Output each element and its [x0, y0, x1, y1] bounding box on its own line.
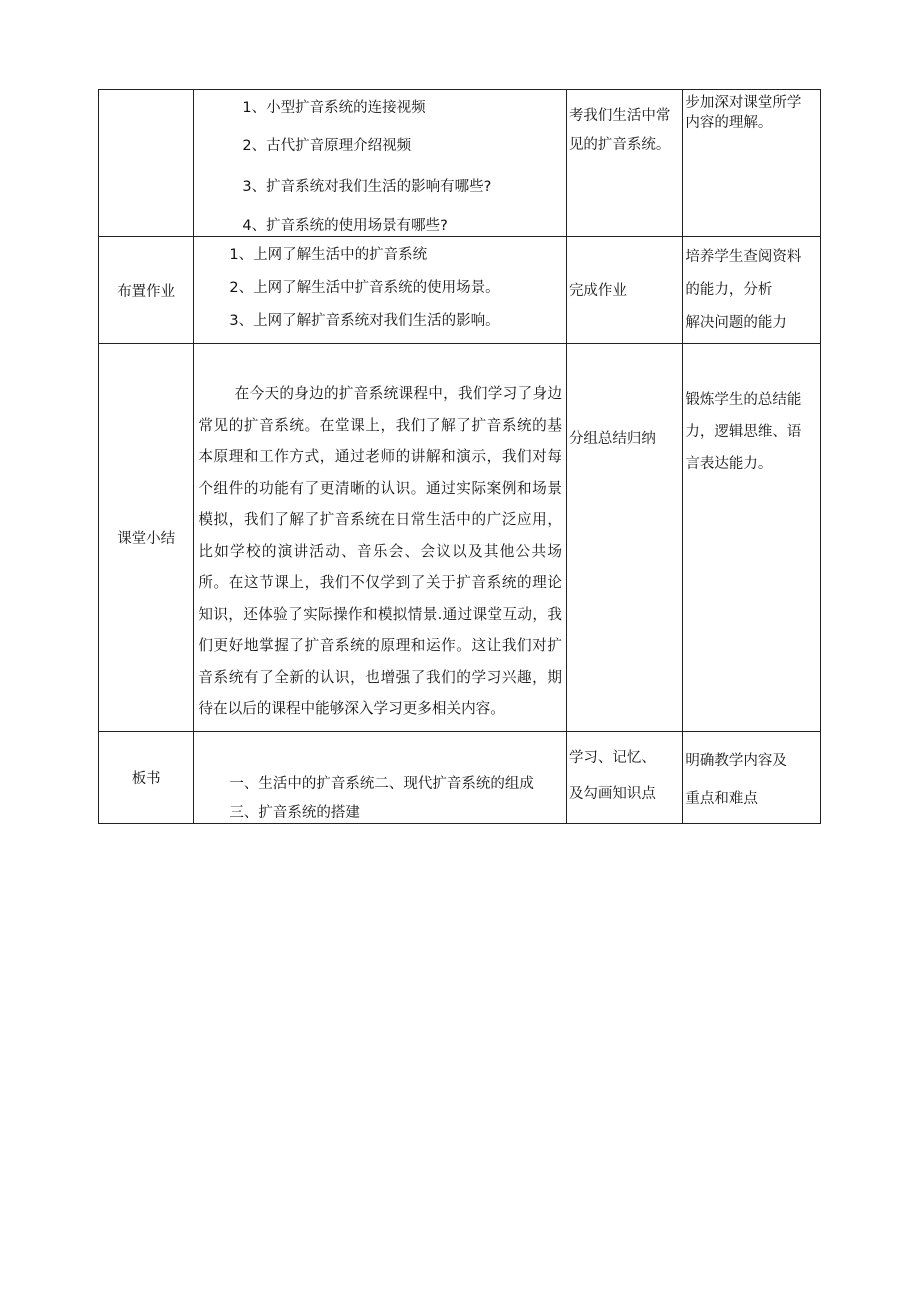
- design-purpose-line: 培养学生查阅资料: [685, 249, 802, 265]
- table-row-blackboard: [99, 731, 821, 823]
- design-purpose-cell: [683, 237, 821, 344]
- content-cell: [194, 731, 567, 823]
- table-row-summary: [99, 344, 821, 732]
- table-row-homework: [99, 237, 821, 344]
- design-purpose-cell: [683, 90, 821, 237]
- student-activity-cell: [566, 237, 682, 344]
- student-activity-line: 及勾画知识点: [568, 785, 656, 802]
- list-item: 3、扩音系统对我们生活的影响有哪些?: [242, 179, 492, 195]
- student-activity-cell: [566, 344, 682, 732]
- student-activity-line: 见的扩音系统。: [568, 137, 671, 153]
- design-purpose-line: 言表达能力。: [685, 456, 773, 472]
- design-purpose-cell: [683, 731, 821, 823]
- design-purpose-line: 内容的理解。: [685, 115, 773, 131]
- summary-text: 在今天的身边的扩音系统课程中，我们学习了身边常见的扩音系统。在堂课上，我们了解了扩音系统的基本原理和工作方式，通过老师的讲解和演示，我们对每个组件的功能有了更清晰的认识。通过实际案例和场景模拟，我们了解了扩音系统在日常生活中的广泛应用，比如学校的演讲活动、音乐会、会议以及其他公共场所。在这节课上，我们不仅学到了关于扩音系统的理论知识，还体验了实际操作和模拟情景.通过课堂互动，我们更好地掌握了扩音系统的原理和运作。这让我们对扩音系统有了全新的认识，也增强了我们的学习兴趣，期待在以后的课程中能够深入学习更多相关内容。: [198, 385, 562, 717]
- design-purpose-line: 锻炼学生的总结能: [685, 392, 802, 408]
- student-activity-line: 分组总结归纳: [568, 431, 656, 447]
- design-purpose-line: 重点和难点: [685, 790, 758, 807]
- list-item: 2、古代扩音原理介绍视频: [242, 138, 412, 154]
- lesson-plan-table: [98, 89, 821, 824]
- design-purpose-line: 步加深对课堂所学: [685, 95, 802, 111]
- list-item: 4、扩音系统的使用场景有哪些?: [242, 218, 448, 234]
- row-label-cell: 布置作业: [99, 237, 194, 344]
- design-purpose-line: 力，逻辑思维、语: [685, 424, 802, 440]
- list-item: 1、小型扩音系统的连接视频: [242, 100, 426, 116]
- list-item: 三、扩音系统的搭建: [229, 804, 360, 821]
- row-label-cell: [99, 90, 194, 237]
- lesson-plan-table-container: [98, 89, 821, 824]
- list-item: 2、上网了解生活中扩音系统的使用场景。: [229, 280, 500, 296]
- design-purpose-cell: [683, 344, 821, 732]
- design-purpose-line: 解决问题的能力: [685, 315, 787, 331]
- row-label-cell: 板书: [99, 731, 194, 823]
- student-activity-line: 考我们生活中常: [568, 108, 671, 124]
- list-item: 一、生活中的扩音系统二、现代扩音系统的组成: [229, 775, 534, 792]
- student-activity-line: 完成作业: [568, 283, 627, 299]
- design-purpose-line: 的能力，分析: [685, 282, 773, 298]
- summary-paragraph: [194, 344, 566, 731]
- content-cell: [194, 344, 567, 732]
- list-item: 1、上网了解生活中的扩音系统: [229, 247, 428, 263]
- list-item: 3、上网了解扩音系统对我们生活的影响。: [229, 313, 500, 329]
- student-activity-cell: [566, 731, 682, 823]
- row-label-cell: 课堂小结: [99, 344, 194, 732]
- student-activity-cell: [566, 90, 682, 237]
- table-row-resources: [99, 90, 821, 237]
- content-cell: [194, 90, 567, 237]
- student-activity-line: 学习、记忆、: [568, 749, 656, 766]
- design-purpose-line: 明确教学内容及: [685, 752, 787, 769]
- content-cell: [194, 237, 567, 344]
